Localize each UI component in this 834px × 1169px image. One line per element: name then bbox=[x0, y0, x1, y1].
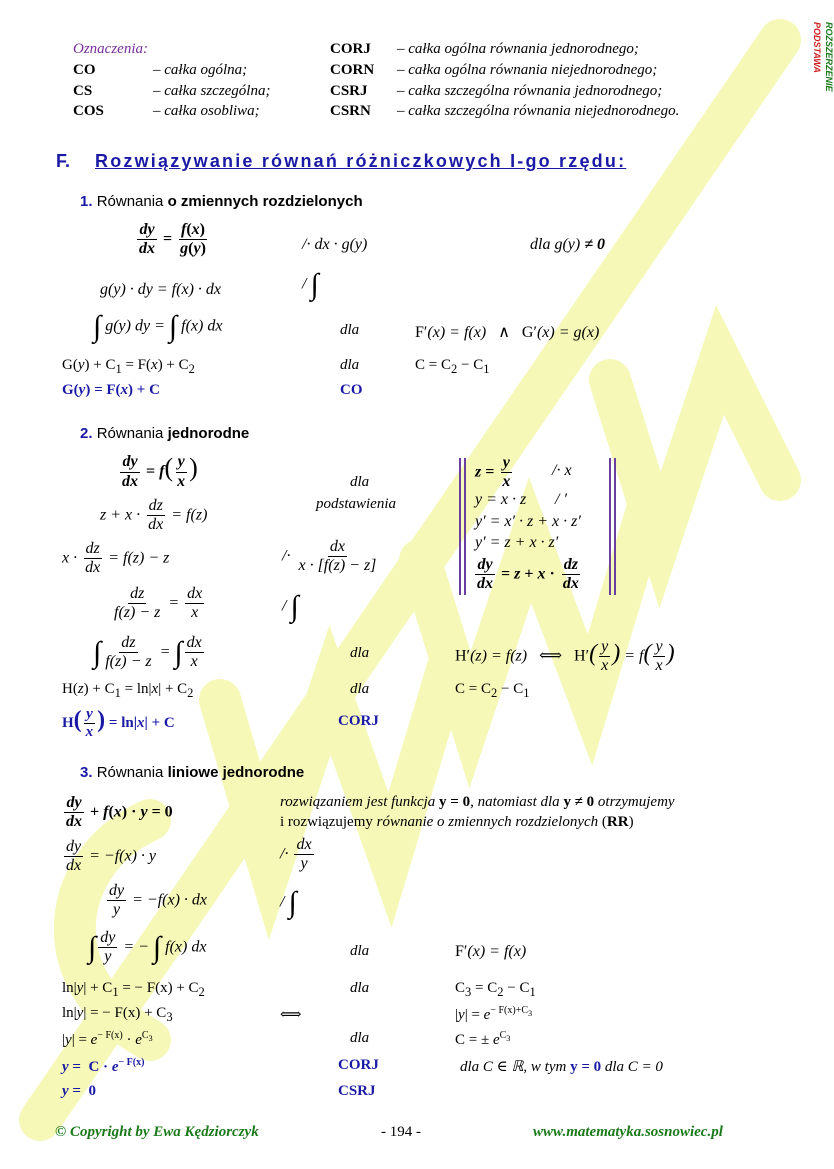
note-2a: i rozwiązujemy bbox=[280, 814, 377, 830]
note-2d: RR bbox=[606, 814, 629, 830]
eq15: $\frac{dy}{y}$ = −f(x) · dx bbox=[109, 882, 208, 919]
eq10-dla: dla bbox=[350, 645, 370, 661]
eq18-iff: ⟺ bbox=[280, 1007, 302, 1023]
eq20-result: $y = C \cdot e^{- F(x)}$ bbox=[62, 1057, 145, 1075]
legend-label: Oznaczenia: bbox=[73, 41, 148, 57]
eq16: ∫ $\frac{dy}{y}$ = − ∫ f(x) dx bbox=[88, 929, 207, 966]
eq19: $|y| = e^{- F(x)} \cdot e^{C_3}$ bbox=[62, 1030, 153, 1048]
eq6-podstawienia: podstawienia bbox=[316, 496, 397, 512]
legend-desc-csrn: – całka szczególna równania niejednorodnego. bbox=[397, 103, 680, 119]
sub1-bold: o zmiennych rozdzielonych bbox=[167, 193, 363, 210]
sub-z-def: z = $\frac{y}{x}$ bbox=[475, 454, 511, 491]
eq7: z + x · $\frac{dz}{dx}$ = f(z) bbox=[100, 497, 208, 534]
legend-abbr-corj: CORJ bbox=[330, 41, 371, 57]
eq6: $\frac{dy}{dx}$ = f( $\frac{y}{x}$ ) bbox=[122, 453, 198, 490]
legend-abbr-cos: COS bbox=[73, 103, 104, 119]
eq1-op: /· dx · g(y) bbox=[302, 236, 368, 253]
note-2b: równanie o zmiennych rozdzielonych bbox=[376, 814, 599, 830]
legend-desc-corn: – całka ogólna równania niejednorodnego; bbox=[397, 62, 658, 78]
eq6-dla: dla bbox=[350, 474, 370, 490]
eq20-condition bbox=[460, 1057, 663, 1076]
sub1-number: 1. bbox=[80, 193, 93, 210]
eq5-result: G(y) = F(x) + C bbox=[62, 382, 160, 398]
eq14: $\frac{dy}{dx}$ = −f(x) · y bbox=[66, 838, 157, 875]
note-1b: y = 0 bbox=[439, 794, 471, 810]
eq17-condition: $C_3 = C_2 - C_1$ bbox=[455, 980, 536, 999]
eq16-dla: dla bbox=[350, 943, 370, 959]
eq2: g(y) · dy = f(x) · dx bbox=[100, 281, 221, 298]
sub2-heading bbox=[80, 425, 249, 442]
sub3-number: 3. bbox=[80, 764, 93, 781]
sub3-note-line1 bbox=[280, 794, 675, 811]
footer-copyright: © Copyright by Ewa Kędziorczyk bbox=[55, 1124, 259, 1140]
eq9-op: / ∫ bbox=[282, 590, 299, 623]
eq11: $H(z) + C_1 = \ln|x| + C_2$ bbox=[62, 681, 194, 700]
box-bar-right-1 bbox=[609, 458, 611, 595]
sub2-pre: Równania bbox=[96, 425, 168, 442]
box-bar-left-1 bbox=[459, 458, 461, 595]
sub-z-op: /· x bbox=[552, 462, 572, 479]
eq17-dla: dla bbox=[350, 980, 370, 996]
eq10: ∫ $\frac{dz}{f(z) - z}$ = ∫ $\frac{dx}{x}$ bbox=[93, 634, 202, 671]
sub3-heading bbox=[80, 764, 304, 781]
section-title: Rozwiązywanie równań różniczkowych I-go rzędu: bbox=[95, 151, 627, 171]
legend-abbr-corn: CORN bbox=[330, 62, 375, 78]
eq20-cond-b: w tym bbox=[527, 1059, 571, 1075]
legend-desc-csrj: – całka szczególna równania jednorodnego; bbox=[397, 83, 663, 99]
legend-desc-corj: – całka ogólna równania jednorodnego; bbox=[397, 41, 639, 57]
eq20-cond-a: dla C ∈ ℝ, bbox=[460, 1059, 528, 1075]
eq4-dla: dla bbox=[340, 357, 360, 373]
eq20-cond-d: dla C = 0 bbox=[601, 1059, 663, 1075]
eq12-result: H( $\frac{y}{x}$ ) = ln|x| + C bbox=[62, 706, 175, 741]
sub-dydx: $\frac{dy}{dx}$ = z + x · $\frac{dz}{dx}$ bbox=[477, 556, 579, 593]
eq11-dla: dla bbox=[350, 681, 370, 697]
note-1e: otrzymujemy bbox=[594, 794, 675, 810]
eq15-op: / ∫ bbox=[280, 886, 297, 919]
eq10-condition: H′(z) = f(z) ⟺ H′( $\frac{y}{x}$ ) = f( $\frac{y}{x}$ ) bbox=[455, 638, 675, 675]
eq20-cond-c: y = 0 bbox=[570, 1059, 602, 1075]
sub-y: y = x · z bbox=[475, 491, 527, 508]
eq19-condition: C = ± $e^{C_3}$ bbox=[455, 1030, 511, 1048]
note-2e: ) bbox=[628, 814, 634, 830]
sub3-note-line2 bbox=[280, 814, 634, 831]
note-2c: ( bbox=[598, 814, 607, 830]
sub2-bold: jednorodne bbox=[167, 425, 250, 442]
box-bar-right-2 bbox=[614, 458, 616, 595]
eq3-dla: dla bbox=[340, 322, 360, 338]
eq9: $\frac{dz}{f(z) - z}$ = $\frac{dx}{x}$ bbox=[114, 585, 203, 622]
eq19-dla: dla bbox=[350, 1030, 370, 1046]
section-letter: F. bbox=[56, 151, 71, 171]
sub-yprime: y′ = x′ · z + x · z′ bbox=[475, 513, 581, 530]
legend-abbr-cs: CS bbox=[73, 83, 93, 99]
legend-desc-co: – całka ogólna; bbox=[153, 62, 248, 78]
legend-abbr-co: CO bbox=[73, 62, 96, 78]
box-bar-left-2 bbox=[464, 458, 466, 595]
footer-website-link[interactable]: www.matematyka.sosnowiec.pl bbox=[533, 1124, 723, 1140]
eq12-tag: CORJ bbox=[338, 713, 379, 729]
sub1-pre: Równania bbox=[96, 193, 168, 210]
note-1d: y ≠ 0 bbox=[563, 794, 595, 810]
footer-page-number: - 194 - bbox=[381, 1124, 421, 1140]
eq2-op: / ∫ bbox=[302, 268, 319, 301]
sub3-pre: Równania bbox=[96, 764, 168, 781]
eq21-tag: CSRJ bbox=[338, 1083, 376, 1099]
legend-desc-cs: – całka szczególna; bbox=[153, 83, 271, 99]
eq17: $\ln|y| + C_1$ = − $F(x) + C_2$ bbox=[62, 980, 205, 999]
sub-yprime2: y′ = z + x · z′ bbox=[475, 534, 559, 551]
legend-desc-cos: – całka osobliwa; bbox=[153, 103, 260, 119]
eq21-result: y = 0 bbox=[62, 1083, 96, 1099]
eq3: ∫ g(y) dy = ∫ f(x) dx bbox=[93, 310, 223, 343]
eq1-condition: dla g(y) ≠ 0 bbox=[530, 236, 605, 253]
eq16-condition: F′(x) = f(x) bbox=[455, 943, 527, 960]
eq13: $\frac{dy}{dx}$ + f(x) · y = 0 bbox=[66, 794, 173, 831]
eq18-right: $|y| = e^{- F(x)+C_3}$ bbox=[455, 1005, 533, 1023]
sub3-bold: liniowe jednorodne bbox=[167, 764, 305, 781]
eq14-op: /· $\frac{dx}{y}$ bbox=[280, 836, 312, 873]
eq1-fraction: $\frac{dy}{dx}$ = $\frac{f(x)}{g(y)}$ bbox=[139, 221, 206, 258]
eq4: $G(y) + C_1 = F(x) + C_2$ bbox=[62, 357, 195, 376]
sub-y-op: / ′ bbox=[555, 491, 567, 508]
eq20-tag: CORJ bbox=[338, 1057, 379, 1073]
eq4-condition: $C = C_2 - C_1$ bbox=[415, 357, 490, 376]
sub2-number: 2. bbox=[80, 425, 93, 442]
legend-abbr-csrn: CSRN bbox=[330, 103, 371, 119]
eq18: ln|y| = − $F(x) + C_3$ bbox=[62, 1005, 173, 1024]
sub1-heading bbox=[80, 193, 363, 210]
side-label-rozszerzenie: ROZSZERZENIE bbox=[824, 22, 834, 92]
eq11-condition: $C = C_2 - C_1$ bbox=[455, 681, 530, 700]
legend-abbr-csrj: CSRJ bbox=[330, 83, 368, 99]
eq8: x · $\frac{dz}{dx}$ = f(z) − z bbox=[62, 540, 170, 577]
eq3-condition: F′(x) = f(x) ∧ G′(x) = g(x) bbox=[415, 324, 600, 341]
note-1a: rozwiązaniem jest funkcja bbox=[280, 794, 440, 810]
note-1c: , natomiast dla bbox=[470, 794, 564, 810]
eq5-tag: CO bbox=[340, 382, 363, 398]
eq8-op: /· $\frac{dx}{x \cdot [f(z) - z]}$ bbox=[282, 538, 377, 575]
side-label-podstawa: PODSTAWA bbox=[812, 22, 822, 73]
